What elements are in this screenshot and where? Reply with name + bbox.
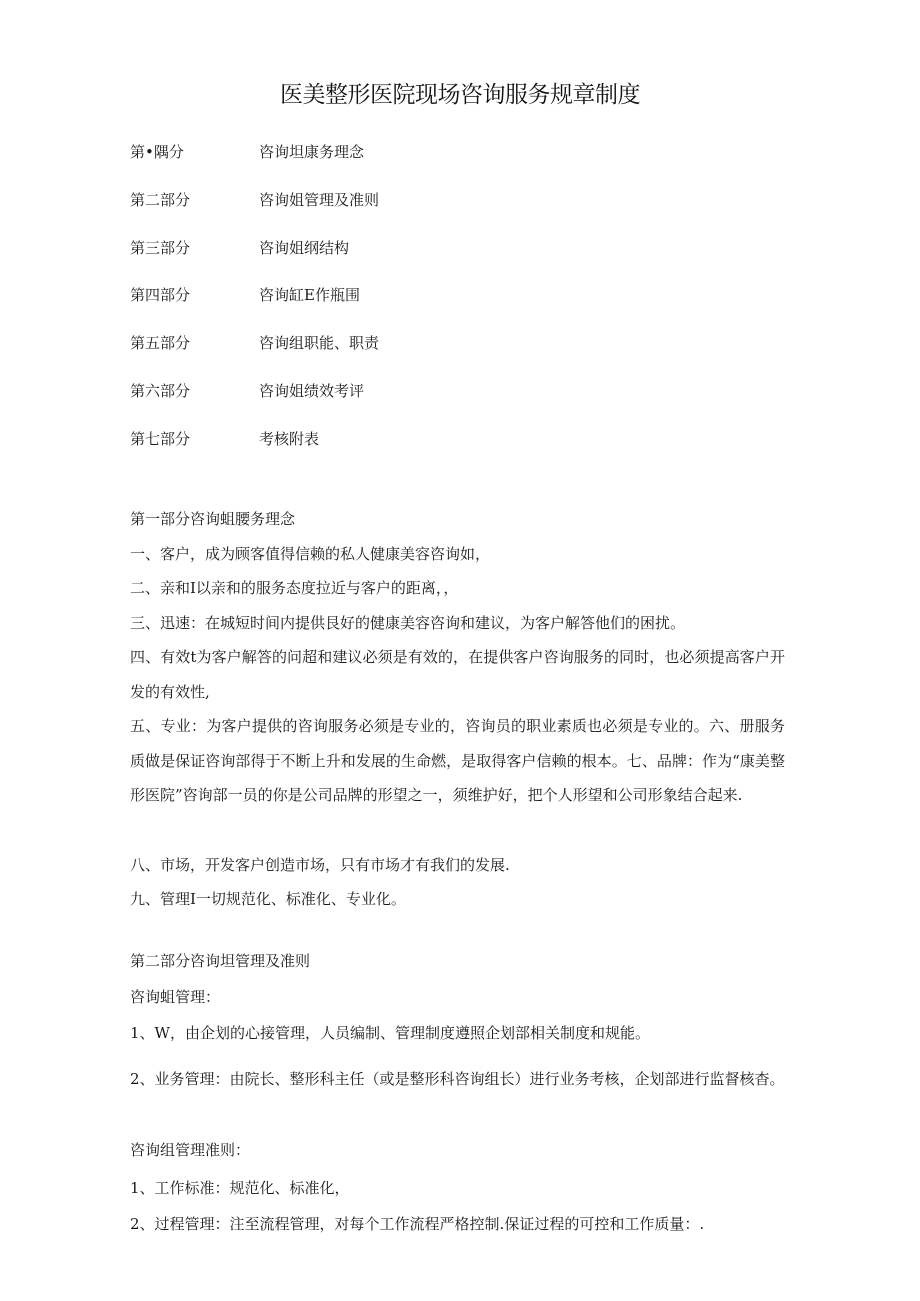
list-item: 1、W，由企划的心接管理，人员编制、管理制度遵照企划部相关制度和规能。 bbox=[130, 1024, 650, 1042]
toc-part-label: 第六部分 bbox=[130, 381, 191, 400]
toc-part-name: 咨询姐绩效考评 bbox=[259, 381, 365, 400]
list-item: 八、市场，开发客户创造市场，只有市场才有我们的发展. bbox=[130, 856, 510, 874]
toc-row bbox=[130, 237, 630, 285]
toc-part-name: 咨询组职能、职责 bbox=[259, 334, 380, 353]
list-item: 九、管理Ⅰ一切规范化、标准化、专业化。 bbox=[130, 890, 406, 908]
subsection-heading: 咨询蛆管理： bbox=[130, 988, 221, 1006]
toc-row bbox=[130, 189, 630, 237]
list-item: 三、迅速：在城短时间内提供艮好的健康美容咨询和建议，为客户解答他们的困扰。 bbox=[130, 614, 686, 632]
list-item: 2、过程管理：注至流程管理，对每个工作流程严格控制.保证过程的可控和工作质量：. bbox=[130, 1215, 705, 1233]
section-2 bbox=[130, 950, 790, 1240]
list-item: 二、亲和Ⅰ以亲和的服务态度拉近与客户的距离，， bbox=[130, 579, 459, 597]
toc-row bbox=[130, 141, 630, 189]
section-heading: 第一部分咨询蛆腰务理念 bbox=[130, 510, 296, 528]
toc-part-label: 第五部分 bbox=[130, 334, 191, 353]
list-item: 2、业务管理：由院长、整形科主任（或是整形科咨询组长）进行业务考核，企划部进行监督核杳。 bbox=[130, 1070, 785, 1088]
list-item: 一、客户，成为顾客值得信赖的私人健康美容咨询如， bbox=[130, 545, 491, 563]
toc-part-name: 咨询坦康务理念 bbox=[259, 143, 365, 161]
section-1 bbox=[130, 508, 790, 918]
toc-row bbox=[130, 380, 630, 428]
table-of-contents bbox=[130, 141, 630, 476]
toc-row bbox=[130, 332, 630, 380]
toc-part-name: 咨询姐管理及准则 bbox=[259, 190, 380, 209]
toc-part-name: 咨询姐纲结构 bbox=[259, 238, 350, 257]
toc-row bbox=[130, 428, 630, 476]
list-item: 1、工作标准：规范化、标准化， bbox=[130, 1179, 350, 1197]
toc-part-label: 第•隅分 bbox=[130, 143, 184, 161]
toc-part-label: 第四部分 bbox=[130, 286, 191, 305]
list-item: 五、专业：为客户提供的咨询服务必须是专业的，咨询员的职业素质也必须是专业的。六、册服务质做是保证咨询部得于不断上升和发展的生命燃，是取得客户信赖的根本。七、品牌：作为“康美整形医院”咨询部一员的你是公司品牌的形望之一，须维护好，把个人形望和公司形象结合起来. bbox=[130, 717, 785, 804]
toc-part-label: 第二部分 bbox=[130, 190, 191, 209]
toc-part-label: 第七部分 bbox=[130, 429, 191, 448]
subsection-heading: 咨询组管理准则： bbox=[130, 1141, 251, 1159]
document-title: 医美整形医院现场咨询服务规章制度 bbox=[280, 82, 640, 108]
toc-part-name: 咨询缸E作瓶围 bbox=[259, 286, 360, 305]
list-item: 四、有效t为客户解答的问超和建议必须是有效的，在提供客户咨询服务的同时，也必须提高客户开发的有效性, bbox=[130, 648, 785, 701]
section-heading: 第二部分咨询坦管理及准则 bbox=[130, 952, 311, 970]
toc-row bbox=[130, 284, 630, 332]
toc-part-label: 第三部分 bbox=[130, 238, 191, 257]
toc-part-name: 考核附表 bbox=[259, 429, 320, 448]
